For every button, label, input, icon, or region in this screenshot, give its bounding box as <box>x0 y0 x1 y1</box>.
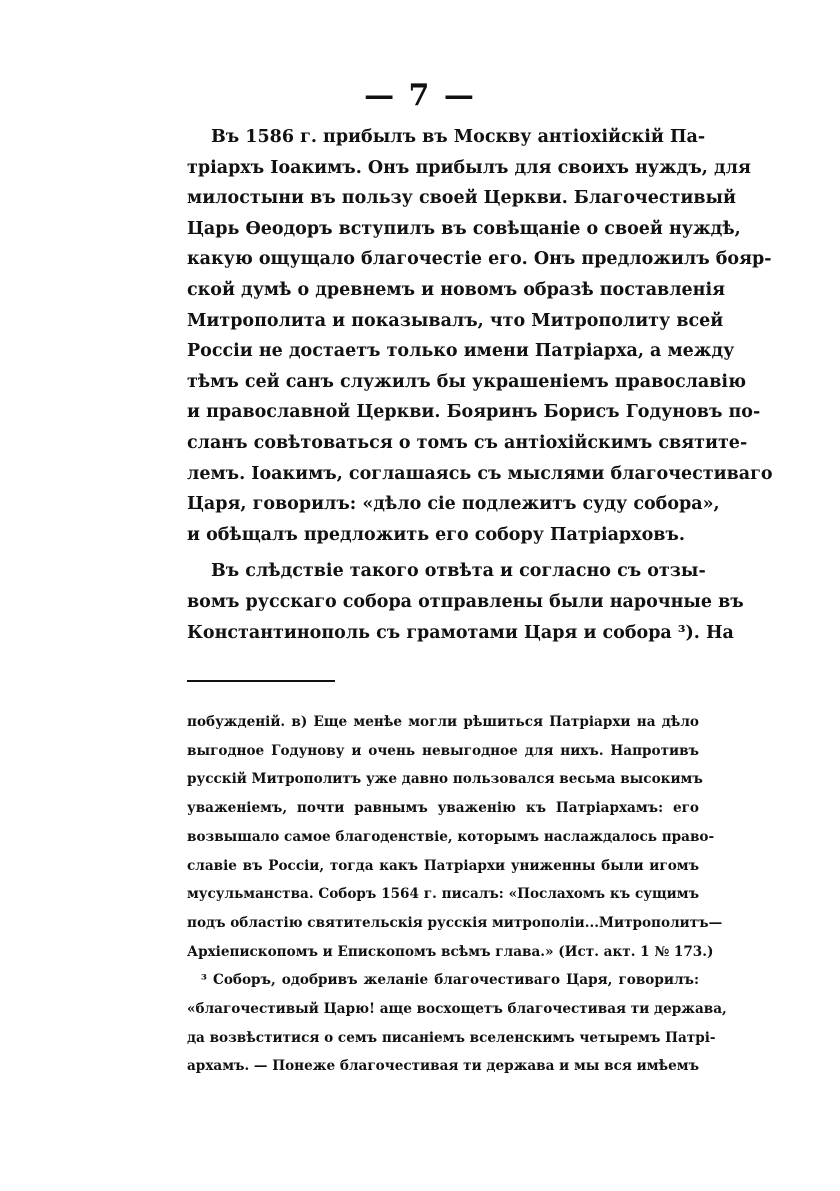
text-line: милостыни въ пользу своей Церкви. Благочестивый <box>187 188 737 209</box>
paragraph <box>187 122 773 550</box>
footnote-line: ³ Соборъ, одобривъ желаніе благочестиваго Царя, говорилъ: <box>201 972 699 989</box>
footnote-line: «благочестивый Царю! аще восхощетъ благочестивая ти держава, <box>187 1001 727 1018</box>
footnote-line: выгодное Годунову и очень невыгодное для нихъ. Напротивъ <box>187 742 699 759</box>
text-line: Царя, говорилъ: «дѣло сіе подлежитъ суду собора», <box>187 494 720 515</box>
paragraph <box>187 556 744 648</box>
text-line: сланъ совѣтоваться о томъ съ антіохійскимъ святите- <box>187 432 748 453</box>
footnote-line: уваженіемъ, почти равнымъ уваженію къ Патріархамъ: его <box>187 800 699 817</box>
footnote-line: да возвѣститися о семъ писаніемъ вселенскимъ четыремъ Патрі- <box>187 1029 716 1046</box>
footnote-line: русскій Митрополитъ уже давно пользовался весьма высокимъ <box>187 771 703 788</box>
footnote <box>187 966 727 1081</box>
footnotes <box>187 708 727 1081</box>
text-line: Константинополь съ грамотами Царя и собора ³). На <box>187 622 734 643</box>
text-line: какую ощущало благочестіе его. Онъ предложилъ бояр- <box>187 249 772 270</box>
text-line: Царь Ѳеодоръ вступилъ въ совѣщаніе о своей нуждѣ, <box>187 218 741 239</box>
footnote-line: возвышало самое благоденствіе, которымъ наслаждалось право- <box>187 828 715 845</box>
text-line: лемъ. Іоакимъ, соглашаясь съ мыслями благочестиваго <box>187 463 773 484</box>
text-line: Россіи не достаетъ только имени Патріарха, а между <box>187 341 735 362</box>
text-line: и православной Церкви. Бояринъ Борисъ Годуновъ по- <box>187 402 761 423</box>
text-line: Въ 1586 г. прибылъ въ Москву антіохійскій Па- <box>211 127 706 147</box>
footnote-line: Архіепископомъ и Епископомъ всѣмъ глава.» (Ист. акт. 1 № 173.) <box>187 943 714 960</box>
text-line: и обѣщалъ предложить его собору Патріарховъ. <box>187 524 685 545</box>
text-line: Въ слѣдствіе такого отвѣта и согласно съ отзы- <box>211 561 706 582</box>
text-line: ской думѣ о древнемъ и новомъ образѣ поставленія <box>187 279 726 300</box>
text-line: тѣмъ сей санъ служилъ бы украшеніемъ православію <box>187 371 747 392</box>
text-line: Митрополита и показывалъ, что Митрополиту всей <box>187 310 724 331</box>
text-line: вомъ русскаго собора отправлены были нарочные въ <box>187 591 744 612</box>
main-text <box>187 122 773 648</box>
footnote-line: мусульманства. Соборъ 1564 г. писалъ: «Послахомъ къ сущимъ <box>187 886 699 903</box>
text-line: тріархъ Іоакимъ. Онъ прибылъ для своихъ нуждъ, для <box>187 157 751 178</box>
footnote-line: славіе въ Россіи, тогда какъ Патріархи униженны были игомъ <box>187 857 699 874</box>
footnote-line: побужденій. в) Еще менѣе могли рѣшиться Патріархи на дѣло <box>187 714 699 730</box>
page-number: — 7 — <box>364 78 476 113</box>
footnote-divider <box>187 680 335 682</box>
footnote-line: подъ областію святительскія русскія митрополіи...Митрополитъ— <box>187 914 723 931</box>
footnote <box>187 708 723 966</box>
footnote-line: архамъ. — Понеже благочестивая ти держава и мы вся имѣемъ <box>187 1058 699 1075</box>
